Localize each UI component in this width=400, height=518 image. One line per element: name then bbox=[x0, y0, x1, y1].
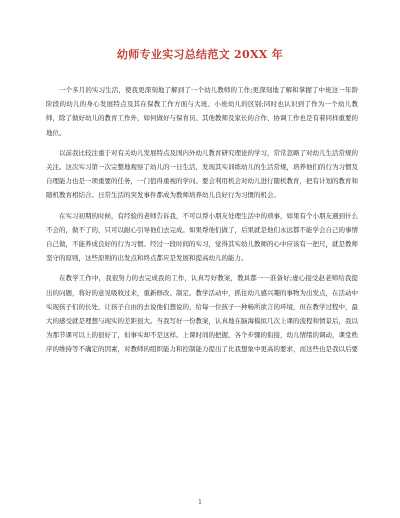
paragraph: 一个多月的实习生活，使我更深刻地了解到了一个幼儿教师的工作;更深刻地了解和掌握了中班这一年龄阶段的幼儿的身心发展特点及其在保教工作方面与大班、小班幼儿的区别;同时也认识到了作为一个幼儿教师，除了做好幼儿的教育工作外，如何做好与保育员、其他教师及家长的合作、协调工作也是有着同样重要的地位。 bbox=[46, 86, 358, 137]
paragraph: 在教学工作中，我很努力的去完成我的工作，认真写好教案，教具都一一准备好;虚心接受赵老师给我提出的问题，将好的意见吸收过来，重新修改、制定。教学活动中，抓住幼儿感兴趣的事物为出发点，在活动中实现孩子们的长处，让孩子自由的去说他们想说的，给每一位孩子一种畅所欲言的环境，但在教学过程中，最大的感受就是理想与现实的差距很大。当我写好一份教案，认真地在脑海模拟几次上课的流程和情景后，我以为那节课可以上的很好了，但事实却不是这样。上课时间的把握，各个步骤的衔接，幼儿情绪的调动，课堂秩序的维持等不确定的因素，对教师的组织能力和控制能力提出了比我想象中更高的要求，而这些也是我以后要 bbox=[46, 274, 358, 354]
paragraph: 在实习初期的时候，有经验的老师告诉我，不可以帮小朋友处理生活中的琐事，如果有个小朋友遇到什么不会的，做不了的，只可以耐心引导他们去完成。如果帮他们做了，后果就是他们永远都不能学会自己的事情自己做，不能养成良好的行为习惯。经过一段时间的实习，觉得其实幼儿教师的心中应该有一把尺，就是教师坚守的原则，这些原则的出发点和终点都应是发展和提高幼儿的能力。 bbox=[46, 211, 358, 263]
page-number: 1 bbox=[198, 499, 202, 506]
document-title: 幼师专业实习总结范文 20XX 年 bbox=[116, 48, 284, 61]
paragraph: 以前我比较注重于对有关幼儿发展特点及国内外幼儿教育研究理论的学习，常常忽略了对幼儿生活常规的关注。这次实习第一次完整地观察了幼儿的一日生活，发现其实训练幼儿的生活常规，培养他们的行为习惯及自理能力也是一项重要的任务，一门值得重视的学问。要会利用机会对幼儿进行随机教育，把有计划的教育和随机教育相结合。日常生活的突发事件都成为教师培养幼儿良好行为习惯的机会。 bbox=[46, 148, 358, 200]
document-body bbox=[46, 83, 358, 363]
